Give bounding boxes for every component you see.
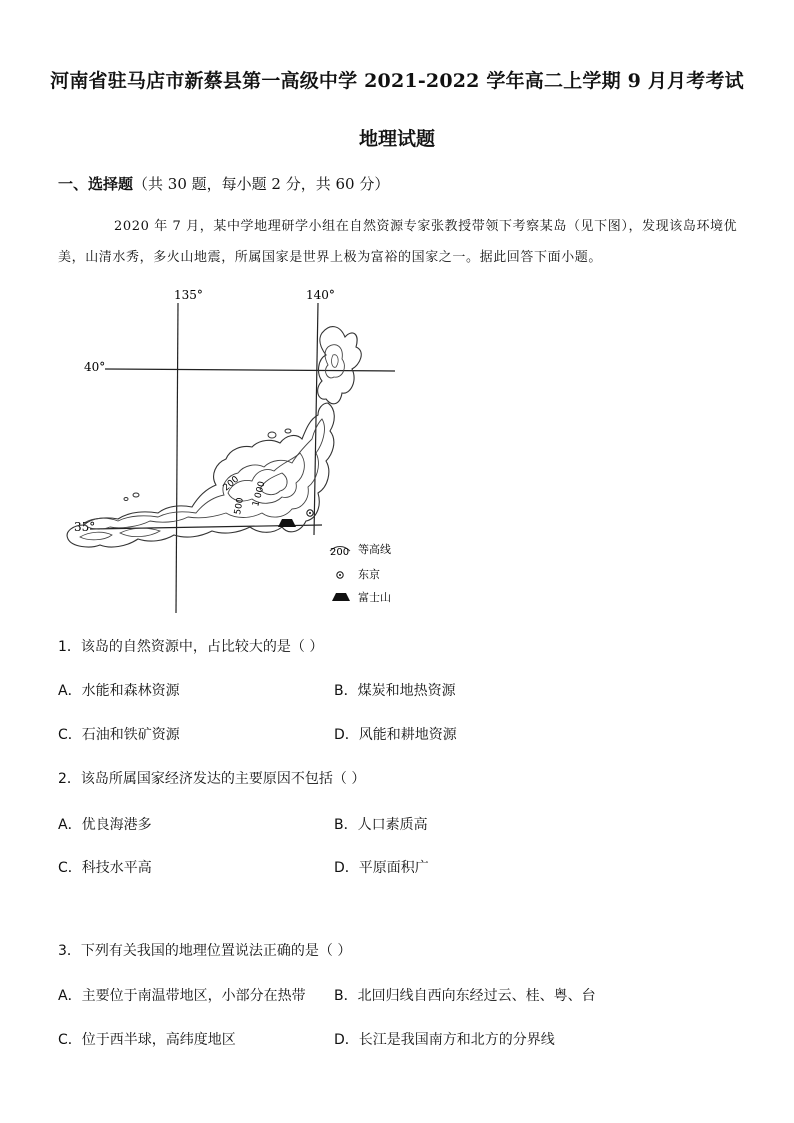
small-island (285, 429, 291, 433)
parallel-40 (105, 369, 395, 371)
question-1-option-a[interactable]: A．水能和森林资源 (58, 683, 180, 699)
question-3-option-b[interactable]: B．北回归线自西向东经过云、桂、粤、台 (334, 988, 596, 1004)
small-island (133, 493, 139, 497)
document-title-line1: 河南省驻马店市新蔡县第一高级中学 2021-2022 学年高二上学期 9 月月考考试 (50, 70, 744, 92)
legend-fuji-icon (332, 593, 350, 601)
legend-contour-label: 等高线 (358, 543, 391, 556)
question-2-option-b[interactable]: B．人口素质高 (334, 817, 428, 833)
map-legend (330, 542, 391, 604)
intro-paragraph: 2020 年 7 月，某中学地理研学小组在自然资源专家张教授带领下考察某岛（见下图），发现该岛环境优美，山清水秀，多火山地震，所属国家是世界上极为富裕的国家之一。据此回答下面小题。 (58, 219, 738, 265)
contour-200 (84, 419, 324, 529)
question-1-option-b[interactable]: B．煤炭和地热资源 (334, 683, 456, 699)
question-1-option-d[interactable]: D．风能和耕地资源 (334, 727, 457, 743)
label-135: 135° (174, 288, 203, 302)
section-heading (58, 173, 389, 194)
legend-contour-number: 200 (330, 547, 350, 558)
question-2-option-c[interactable]: C．科技水平高 (58, 860, 152, 876)
label-140: 140° (306, 288, 335, 302)
question-3-stem: 3．下列有关我国的地理位置说法正确的是（ ） (58, 943, 352, 959)
contour-label-1000: 1 000 (251, 480, 268, 508)
question-3-option-c[interactable]: C．位于西半球，高纬度地区 (58, 1032, 236, 1048)
contour-label-500: 500 (233, 496, 246, 516)
question-3-option-d[interactable]: D．长江是我国南方和北方的分界线 (334, 1032, 555, 1048)
question-2-option-a[interactable]: A．优良海港多 (58, 817, 152, 833)
document-title-line2: 地理试题 (358, 128, 435, 150)
small-island (268, 432, 276, 438)
small-island (124, 498, 128, 501)
meridian-140 (314, 303, 318, 535)
meridian-135 (176, 303, 178, 613)
contour-label-200: 200 (221, 474, 242, 494)
section-title: 一、选择题 (58, 175, 134, 193)
question-3-option-a[interactable]: A．主要位于南温带地区，小部分在热带 (58, 988, 306, 1004)
question-2-option-d[interactable]: D．平原面积广 (334, 860, 429, 876)
label-40: 40° (84, 360, 106, 374)
question-2-stem: 2．该岛所属国家经济发达的主要原因不包括（ ） (58, 771, 366, 787)
question-1-stem: 1．该岛的自然资源中，占比较大的是（ ） (58, 639, 324, 655)
island-map (60, 285, 405, 615)
legend-tokyo-label: 东京 (358, 568, 380, 581)
label-35: 35° (74, 520, 96, 534)
section-note: （共 30 题，每小题 2 分，共 60 分） (133, 175, 390, 193)
fuji-mountain-icon (278, 519, 296, 527)
legend-fuji-label: 富士山 (358, 591, 391, 604)
north-island-outline (318, 327, 362, 404)
question-1-option-c[interactable]: C．石油和铁矿资源 (58, 727, 180, 743)
contour-500 (228, 453, 304, 503)
